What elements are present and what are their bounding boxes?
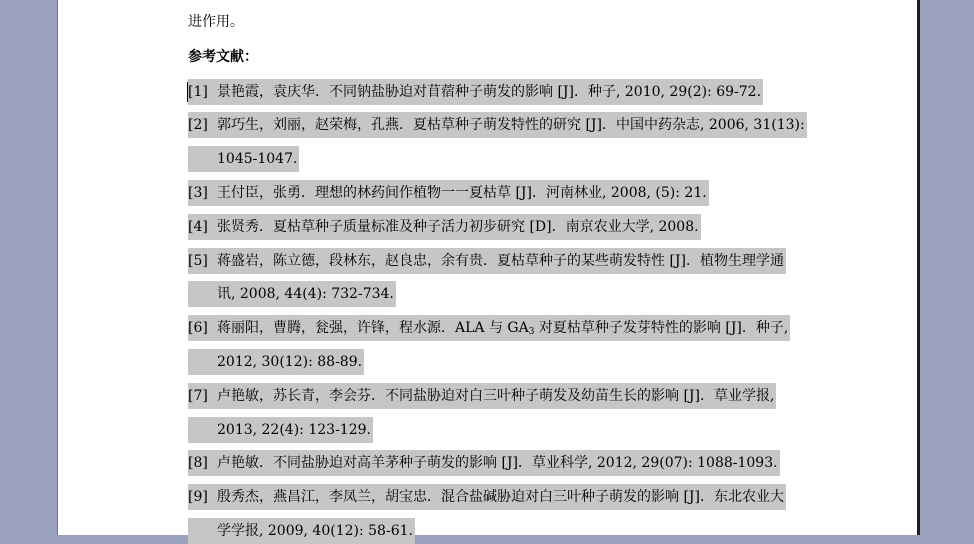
reference-text: 殷秀杰，燕昌江，李凤兰，胡宝忠．混合盐碱胁迫对白三叶种子萌发的影响 [J]．东北农业大: [217, 489, 784, 505]
reference-text: 1045-1047.: [217, 151, 298, 167]
subscript: 3: [528, 327, 535, 337]
reference-text: 郭巧生，刘丽，赵荣梅，孔燕．夏枯草种子萌发特性的研究 [J]．中国中药杂志, 2006, 31(13):: [217, 117, 805, 133]
page-edge-shadow: [917, 0, 920, 535]
reference-number: [2]: [188, 117, 208, 133]
reference-6[interactable]: [188, 315, 790, 341]
reference-1[interactable]: [188, 79, 763, 105]
reference-number: [1]: [188, 84, 208, 100]
reference-text: 2012, 30(12): 88-89.: [217, 354, 363, 370]
reference-7[interactable]: [188, 383, 776, 409]
reference-text: 卢艳敏．不同盐胁迫对高羊茅种子萌发的影响 [J]．草业科学, 2012, 29(07): 1088-1093.: [217, 455, 778, 471]
reference-text: 2013, 22(4): 123-129.: [217, 422, 371, 438]
reference-text: 张贤秀．夏枯草种子质量标准及种子活力初步研究 [D]．南京农业大学, 2008.: [217, 219, 699, 235]
reference-2-continued[interactable]: [188, 146, 299, 172]
reference-5-continued[interactable]: [188, 281, 396, 307]
intro-text: 进作用。: [188, 14, 244, 30]
reference-number: [6]: [188, 320, 208, 336]
reference-text: 景艳霞，袁庆华．不同钠盐胁迫对苜蓿种子萌发的影响 [J]．种子, 2010, 29(2): 69-72.: [217, 84, 762, 100]
reference-text: 王付臣，张勇．理想的林药间作植物一一夏枯草 [J]．河南林业, 2008, (5): 21.: [217, 185, 707, 201]
reference-text: 学学报, 2009, 40(12): 58-61.: [217, 523, 413, 539]
reference-4[interactable]: [188, 214, 701, 240]
reference-3[interactable]: [188, 180, 709, 206]
reference-number: [4]: [188, 219, 208, 235]
reference-2[interactable]: [188, 112, 807, 138]
reference-text: 讯, 2008, 44(4): 732-734.: [217, 286, 394, 302]
reference-6-continued[interactable]: [188, 349, 364, 375]
reference-number: [9]: [188, 489, 208, 505]
references-heading: 参考文献：: [188, 49, 258, 65]
reference-number: [8]: [188, 455, 208, 471]
reference-5[interactable]: [188, 248, 786, 274]
reference-text: 卢艳敏，苏长青，李会芬．不同盐胁迫对白三叶种子萌发及幼苗生长的影响 [J]．草业学报,: [217, 388, 775, 404]
document-page: [57, 0, 918, 539]
reference-text: 对夏枯草种子发芽特性的影响 [J]．种子,: [534, 320, 789, 336]
reference-number: [5]: [188, 253, 208, 269]
reference-9[interactable]: [188, 484, 786, 510]
reference-number: [3]: [188, 185, 208, 201]
reference-7-continued[interactable]: [188, 417, 373, 443]
reference-number: [7]: [188, 388, 208, 404]
reference-text: 蒋盛岩，陈立德，段林东，赵良忠，余有贵．夏枯草种子的某些萌发特性 [J]．植物生理学通: [217, 253, 784, 269]
reference-8[interactable]: [188, 450, 780, 476]
reference-text: 蒋丽阳，曹腾，瓮强，许锋，程水源．ALA 与 GA: [217, 320, 529, 336]
reference-9-continued[interactable]: [188, 518, 415, 544]
